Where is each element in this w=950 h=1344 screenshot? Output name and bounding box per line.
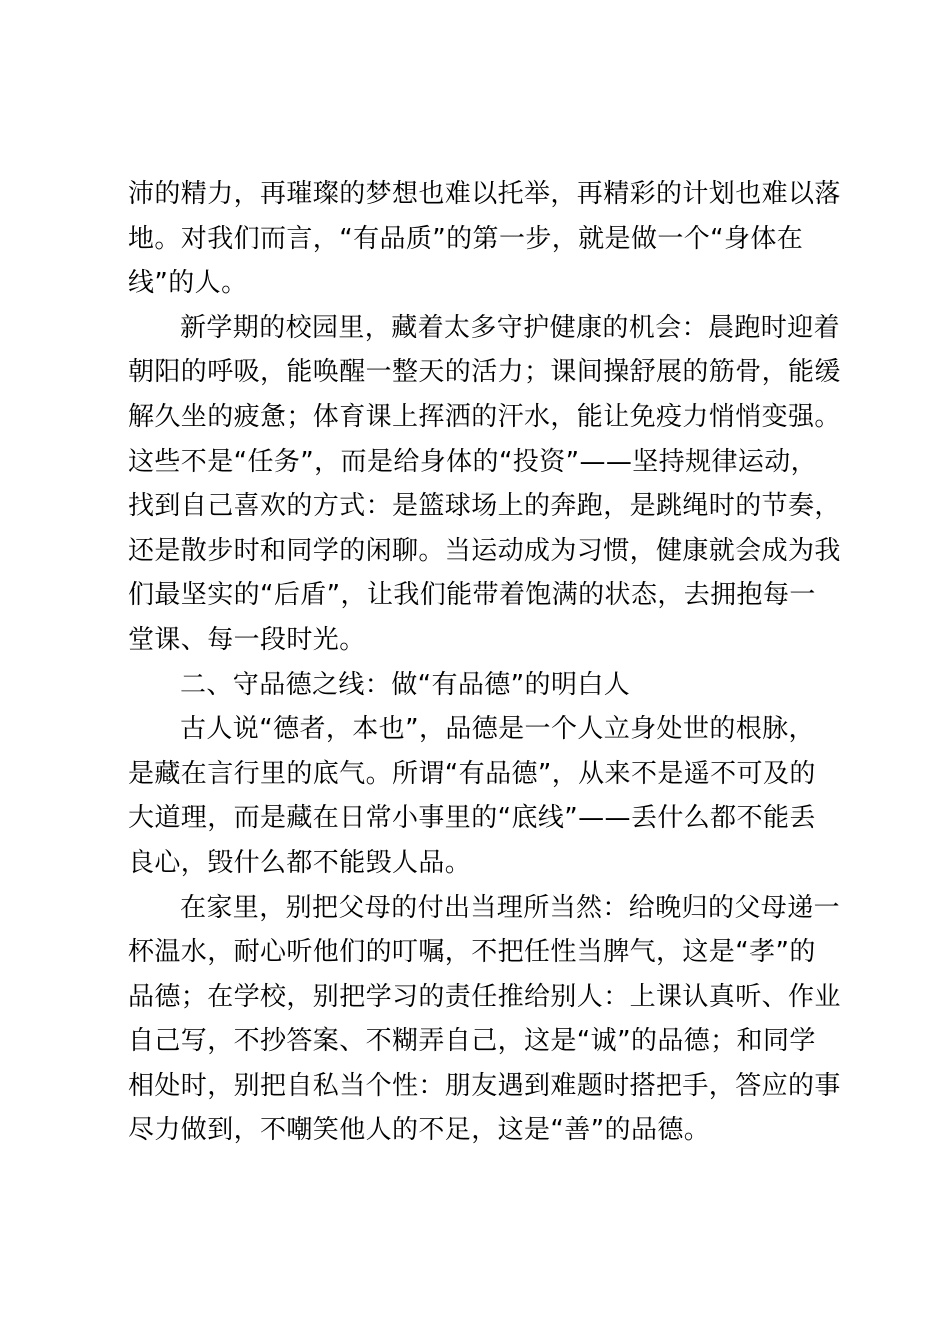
text-line: 大道理，而是藏在日常小事里的“底线”——丢什么都不能丢 xyxy=(128,803,816,834)
text-line: 找到自己喜欢的方式：是篮球场上的奔跑，是跳绳时的节奏， xyxy=(128,491,841,522)
paragraph-first-line: 在家里，别把父母的付出当理所当然：给晚归的父母递一 xyxy=(180,892,841,923)
text-line: 是藏在言行里的底气。所谓“有品德”，从来不是遥不可及的 xyxy=(128,758,816,789)
paragraph-first-line: 古人说“德者，本也”，品德是一个人立身处世的根脉， xyxy=(180,714,815,745)
paragraph-first-line: 新学期的校园里，藏着太多守护健康的机会：晨跑时迎着 xyxy=(180,312,841,343)
text-line: 地。对我们而言，“有品质”的第一步，就是做一个“身体在 xyxy=(128,223,804,254)
text-line: 品德；在学校，别把学习的责任推给别人：上课认真听、作业 xyxy=(128,981,841,1012)
text-line: 沛的精力，再璀璨的梦想也难以托举，再精彩的计划也难以落 xyxy=(128,179,841,209)
text-line: 相处时，别把自私当个性：朋友遇到难题时搭把手，答应的事 xyxy=(128,1070,841,1101)
text-line: 堂课、每一段时光。 xyxy=(128,624,366,655)
text-line: 解久坐的疲惫；体育课上挥洒的汗水，能让免疫力悄悄变强。 xyxy=(128,401,841,432)
text-line: 杯温水，耐心听他们的叮嘱，不把任性当脾气，这是“孝”的 xyxy=(128,937,816,968)
text-line: 尽力做到，不嘲笑他人的不足，这是“善”的品德。 xyxy=(128,1115,711,1146)
text-line: 这些不是“任务”，而是给身体的“投资”——坚持规律运动， xyxy=(128,446,818,477)
section-heading: 二、守品德之线：做“有品德”的明白人 xyxy=(180,669,631,700)
text-line: 朝阳的呼吸，能唤醒一整天的活力；课间操舒展的筋骨，能缓 xyxy=(128,357,841,388)
text-line: 们最坚实的“后盾”，让我们能带着饱满的状态，去拥抱每一 xyxy=(128,580,816,611)
text-line: 自己写，不抄答案、不糊弄自己，这是“诚”的品德；和同学 xyxy=(128,1026,816,1057)
text-line: 线”的人。 xyxy=(128,268,248,299)
text-line: 还是散步时和同学的闲聊。当运动成为习惯，健康就会成为我 xyxy=(128,535,841,566)
text-line: 良心，毁什么都不能毁人品。 xyxy=(128,847,472,878)
body-text xyxy=(128,172,841,1153)
